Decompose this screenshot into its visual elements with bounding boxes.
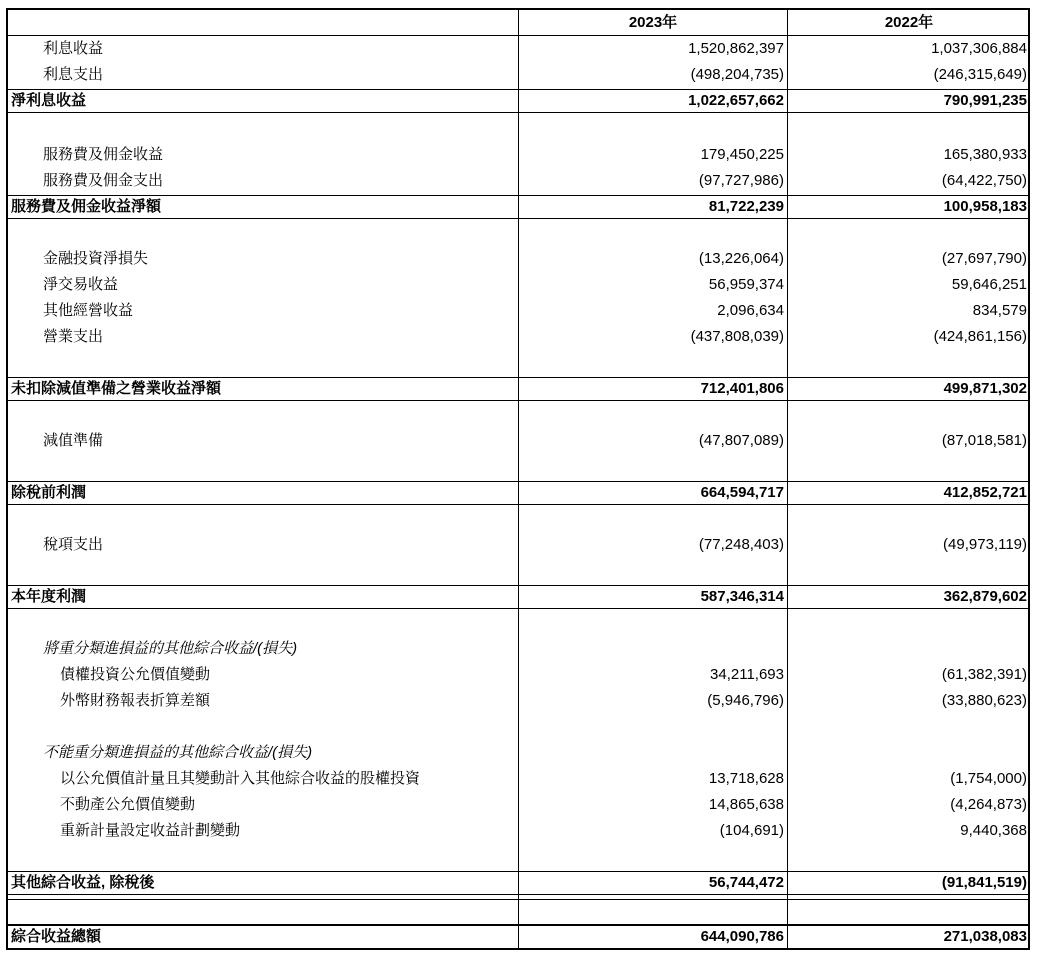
value-2023: 34,211,693 — [710, 666, 784, 683]
row-label: 服務費及佣金收益淨額 — [11, 198, 162, 215]
row-label: 以公允價值計量且其變動計入其他綜合收益的股權投資 — [60, 770, 421, 787]
table-row — [8, 429, 1028, 453]
value-2023: (437,808,039) — [690, 328, 784, 345]
table-row — [8, 299, 1028, 323]
table-row — [8, 663, 1028, 687]
subtotal-row — [8, 377, 1028, 401]
subtotal-row — [8, 195, 1028, 219]
value-2022: (424,861,156) — [933, 328, 1027, 345]
row-label: 服務費及佣金支出 — [43, 172, 164, 189]
value-2022: 834,579 — [972, 302, 1027, 319]
value-2023: 81,722,239 — [708, 198, 784, 215]
value-2023: 1,022,657,662 — [688, 92, 784, 109]
subtotal-row — [8, 481, 1028, 505]
value-2022: (33,880,623) — [941, 692, 1027, 709]
table-row — [8, 325, 1028, 349]
value-2022: 59,646,251 — [951, 276, 1027, 293]
row-label: 未扣除減值準備之營業收益淨額 — [11, 380, 222, 397]
table-row — [8, 143, 1028, 167]
value-2022: (49,973,119) — [943, 536, 1027, 553]
value-2022: (246,315,649) — [933, 66, 1027, 83]
row-label: 淨交易收益 — [43, 276, 119, 293]
column-header-2023: 2023年 — [628, 14, 678, 31]
value-2023: 644,090,786 — [700, 928, 784, 945]
table-row — [8, 169, 1028, 193]
value-2022: 271,038,083 — [943, 928, 1027, 945]
value-2022: (1,754,000) — [950, 770, 1027, 787]
value-2023: 2,096,634 — [717, 302, 784, 319]
subtotal-row — [8, 89, 1028, 113]
value-2023: (47,807,089) — [698, 432, 784, 449]
row-label: 除稅前利潤 — [11, 484, 87, 501]
value-2022: 790,991,235 — [943, 92, 1027, 109]
value-2022: 165,380,933 — [943, 146, 1027, 163]
row-label: 淨利息收益 — [11, 92, 87, 109]
value-2022: 362,879,602 — [943, 588, 1027, 605]
row-label: 減值準備 — [43, 432, 104, 449]
value-2023: (13,226,064) — [698, 250, 784, 267]
value-2022: (64,422,750) — [941, 172, 1027, 189]
value-2022: 100,958,183 — [943, 198, 1027, 215]
row-label: 本年度利潤 — [11, 588, 87, 605]
table-row — [8, 689, 1028, 713]
row-label: 金融投資淨損失 — [43, 250, 149, 267]
row-label: 稅項支出 — [43, 536, 104, 553]
value-2022: 1,037,306,884 — [931, 40, 1027, 57]
header-divider — [8, 35, 1028, 36]
value-2023: 664,594,717 — [700, 484, 784, 501]
section-heading-row — [8, 637, 1028, 661]
row-label: 其他綜合收益, 除稅後 — [11, 874, 155, 891]
value-2023: 56,959,374 — [708, 276, 784, 293]
row-label: 不動產公允價值變動 — [60, 796, 196, 813]
value-2023: (97,727,986) — [698, 172, 784, 189]
column-header-2022: 2022年 — [884, 14, 934, 31]
value-2022: (87,018,581) — [941, 432, 1027, 449]
value-2022: (61,382,391) — [941, 666, 1027, 683]
value-2023: 179,450,225 — [700, 146, 784, 163]
section-heading: 將重分類進損益的其他綜合收益/(損失) — [43, 640, 298, 657]
value-2023: 13,718,628 — [708, 770, 784, 787]
row-label: 外幣財務報表折算差額 — [60, 692, 211, 709]
table-row — [8, 273, 1028, 297]
table-row — [8, 247, 1028, 271]
row-label: 債權投資公允價值變動 — [60, 666, 211, 683]
table-row — [8, 63, 1028, 87]
value-2023: (104,691) — [719, 822, 784, 839]
subtotal-row — [8, 585, 1028, 609]
value-2022: (27,697,790) — [941, 250, 1027, 267]
value-2022: 412,852,721 — [943, 484, 1027, 501]
value-2023: (5,946,796) — [707, 692, 784, 709]
blank-row — [8, 899, 1028, 925]
row-label: 服務費及佣金收益 — [43, 146, 164, 163]
value-2022: (4,264,873) — [950, 796, 1027, 813]
row-label: 營業支出 — [43, 328, 104, 345]
income-statement-table — [6, 8, 1030, 950]
section-heading-row — [8, 741, 1028, 765]
value-2022: 9,440,368 — [960, 822, 1027, 839]
value-2023: (77,248,403) — [698, 536, 784, 553]
table-row — [8, 793, 1028, 817]
value-2023: 712,401,806 — [700, 380, 784, 397]
value-2023: 56,744,472 — [708, 874, 784, 891]
table-row — [8, 819, 1028, 843]
value-2022: (91,841,519) — [941, 874, 1027, 891]
row-label: 綜合收益總額 — [11, 928, 102, 945]
section-heading: 不能重分類進損益的其他綜合收益/(損失) — [43, 744, 313, 761]
table-row — [8, 533, 1028, 557]
value-2023: 1,520,862,397 — [688, 40, 784, 57]
table-row — [8, 37, 1028, 61]
value-2022: 499,871,302 — [943, 380, 1027, 397]
row-label: 其他經營收益 — [43, 302, 134, 319]
row-label: 重新計量設定收益計劃變動 — [60, 822, 241, 839]
value-2023: 14,865,638 — [708, 796, 784, 813]
subtotal-row — [8, 871, 1028, 895]
table-row — [8, 767, 1028, 791]
row-label: 利息收益 — [43, 40, 104, 57]
value-2023: (498,204,735) — [690, 66, 784, 83]
row-label: 利息支出 — [43, 66, 104, 83]
value-2023: 587,346,314 — [700, 588, 784, 605]
grand-total-row — [8, 925, 1028, 950]
